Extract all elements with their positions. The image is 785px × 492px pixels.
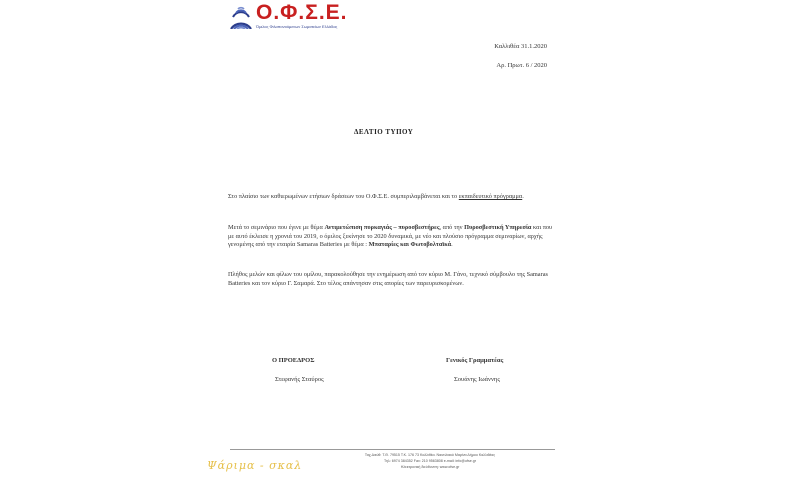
p1-text: Στο πλαίσιο των καθιερωμένων ετήσιων δράσεων του Ο.Φ.Σ.Ε. συμπεριλαμβάνεται και το	[228, 193, 458, 200]
footer-website: Ηλεκτρονική διεύθυνση: www.ofse.gr	[400, 465, 460, 469]
logo-title: Ο.Φ.Σ.Ε.	[256, 1, 348, 24]
paragraph-intro	[228, 193, 558, 202]
footer-divider	[230, 449, 555, 450]
p2-topic: Αντιμετώπιση πυρκαγιάς – πυροσβεστήρες	[324, 224, 440, 231]
secretary-name: Σουάνης Ιωάννης	[454, 376, 500, 383]
logo-mark-icon	[229, 3, 253, 29]
logo-subtitle: Όμιλος Φιλοπονούμενων Σωματείων Ελλάδος	[256, 24, 338, 29]
p1-program: εκπαιδευτικό πρόγραμμα	[458, 193, 523, 200]
document-title: ΔΕΛΤΙΟ ΤΥΠΟΥ	[354, 128, 414, 136]
footer	[320, 452, 540, 470]
paragraph-seminars	[228, 224, 558, 250]
president-name: Στεφανής Σταύρος	[275, 376, 324, 383]
handwritten-note: Ψάριμα - σκαλ	[207, 459, 303, 472]
p2-batteries-topic: Μπαταρίες και Φωτοβολταϊκά	[368, 241, 452, 249]
footer-contact: Τηλ: 6974 384352 Fax: 210 9563808 e-mail: info@ofse.gr	[384, 459, 476, 463]
place-date: Καλλιθέα 31.1.2020	[494, 43, 547, 50]
logo	[229, 3, 359, 31]
protocol-number: Αρ. Πρωτ. 6 / 2020	[496, 62, 547, 69]
p2-end: .	[451, 241, 453, 249]
p2-fire-service: Πυροσβεστική Υπηρεσία	[464, 224, 532, 231]
p2-text-c: , από την	[439, 224, 465, 231]
footer-address: Ταχ.Διεύθ: Τ.Θ. 79515 Τ.Κ. 176 73 Καλλιθέα. Ναυτιλιακό Μαρίνα Δήμου Καλλιθέας	[364, 453, 496, 457]
p2-text-a: Μετά το σεμινάριο που έγινε με θέμα	[228, 224, 325, 231]
paragraph-attendance: Πλήθος μελών και φίλων του ομίλου, παρακολούθησε την ενημέρωση από τον κύριο Μ. Γάνο, τεχνικό σύμβουλο της Samaras Batteries και τον κύριο Γ. Σαμαρά. Στο τέλος απάντησαν στις απορίες των παρευρισκομένων.	[228, 271, 548, 287]
secretary-role: Γενικός Γραμματέας	[446, 357, 504, 364]
p1-end: .	[522, 193, 524, 200]
p2-text-e: και που με αυτό έκλεισε η χρονιά του 2019, ο όμιλος ξεκίνησε το 2020 δυναμικά, με νέο και πλούσιο πρόγραμμα σεμιναρίων, αρχής γενομένης από την εταιρία Samaras Batteries με θέμα :	[228, 224, 553, 249]
president-role: Ο ΠΡΟΕΔΡΟΣ	[272, 357, 315, 364]
